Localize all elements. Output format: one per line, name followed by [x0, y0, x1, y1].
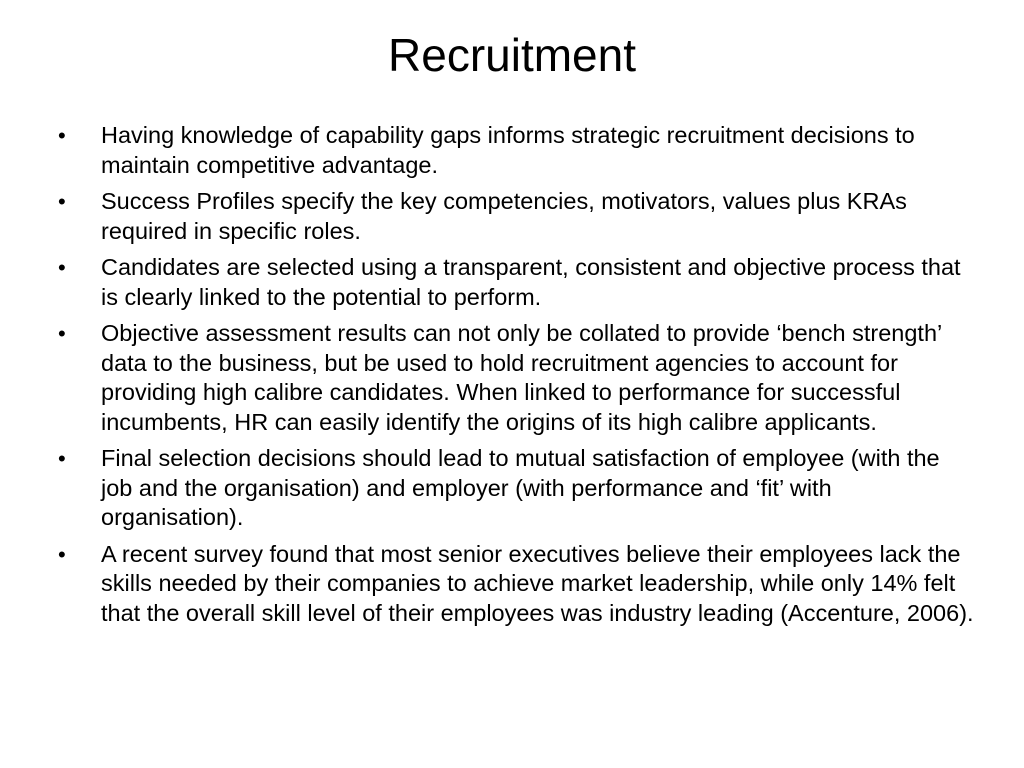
bullet-dot-icon: • — [58, 541, 66, 567]
bullet-item — [55, 253, 975, 312]
bullet-item — [55, 187, 975, 246]
bullet-list — [55, 121, 975, 635]
bullet-item — [55, 319, 975, 437]
bullet-dot-icon: • — [58, 446, 66, 471]
bullet-text: Candidates are selected using a transparent, consistent and objective process that is clearly linked to the potential to perform. — [101, 254, 961, 310]
bullet-dot-icon: • — [58, 321, 66, 346]
bullet-text: Success Profiles specify the key competencies, motivators, values plus KRAs required in specific roles. — [101, 188, 907, 244]
bullet-item — [55, 444, 975, 533]
bullet-text: Objective assessment results can not only be collated to provide ‘bench strength’ data to the business, but be used to hold recruitment agencies to account for providing high calibre candidates. When linked to performance for successful incumbents, HR can easily identify the origins of its high calibre applicants. — [101, 320, 942, 435]
bullet-text: Having knowledge of capability gaps informs strategic recruitment decisions to maintain competitive advantage. — [101, 122, 915, 178]
bullet-dot-icon: • — [58, 123, 66, 148]
bullet-dot-icon: • — [58, 189, 66, 214]
bullet-text: Final selection decisions should lead to mutual satisfaction of employee (with the job and the organisation) and employer (with performance and ‘fit’ with organisation). — [101, 445, 940, 530]
bullet-item — [55, 540, 975, 629]
bullet-text: A recent survey found that most senior executives believe their employees lack the skills needed by their companies to achieve market leadership, while only 14% felt that the overall skill level of their employees was industry leading (Accenture, 2006). — [101, 540, 974, 626]
slide-title: Recruitment — [388, 29, 636, 81]
bullet-item — [55, 121, 975, 180]
bullet-dot-icon: • — [58, 255, 66, 280]
